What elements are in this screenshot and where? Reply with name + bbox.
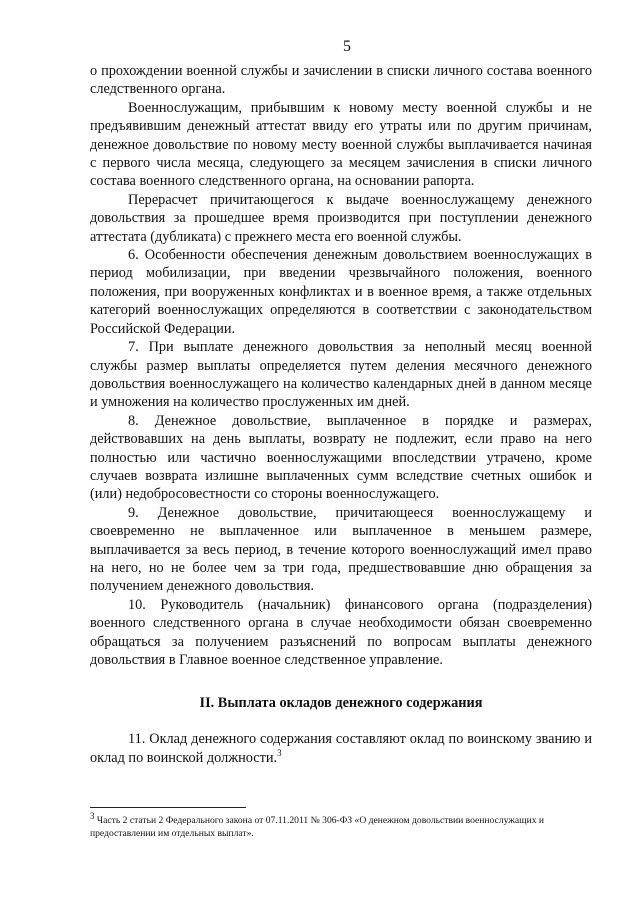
- paragraph-item-11: [90, 730, 592, 767]
- paragraph-item-11-text: 11. Оклад денежного содержания составляют оклад по воинскому званию и оклад по воинской должности.: [90, 731, 592, 766]
- footnote-reference: 3: [277, 748, 282, 759]
- paragraph-item-6: 6. Особенности обеспечения денежным довольствием военнослужащих в период мобилизации, при введении чрезвычайного положения, военного положения, при вооруженных конфликтах и в военное время, а также отдельных категорий военнослужащих определяются в соответствии с законодательством Российской Федерации.: [90, 247, 592, 337]
- page-number: 5: [343, 38, 351, 55]
- footnote-marker: 3: [90, 810, 95, 821]
- paragraph-continuation: о прохождении военной службы и зачислении в списки личного состава военного следственного органа.: [90, 63, 592, 98]
- paragraph-recalculation: Перерасчет причитающегося к выдаче военнослужащему денежного довольствия за прошедшее время производится при поступлении денежного аттестата (дубликата) с прежнего места его военной службы.: [90, 191, 592, 245]
- paragraph-item-7: 7. При выплате денежного довольствия за неполный месяц военной службы размер выплаты определяется путем деления месячного денежного довольствия военнослужащего на количество календарных дней в данном месяце и умножения на количество прослуженных им дней.: [90, 339, 592, 411]
- section-heading: II. Выплата окладов денежного содержания: [199, 695, 483, 712]
- footnote-area: [90, 807, 592, 840]
- paragraph-item-10: 10. Руководитель (начальник) финансового органа (подразделения) военного следственного органа в случае необходимости обязан своевременно обращаться за получением разъяснений по вопросам выплаты денежного довольствия в Главное военное следственное управление.: [90, 596, 592, 668]
- paragraph-item-8: 8. Денежное довольствие, выплаченное в порядке и размерах, действовавших на день выплаты, возврату не подлежит, если право на него полностью или частично военнослужащими впоследствии утрачено, кроме случаев возврата излишне выплаченных сумм вследствие счетных ошибок и (или) недобросовестности со стороны военнослужащего.: [90, 412, 592, 503]
- paragraph-item-9: 9. Денежное довольствие, причитающееся военнослужащему и своевременно не выплаченное или выплаченное в меньшем размере, выплачивается за весь период, в течение которого военнослужащий имел право на него, но не более чем за три года, предшествовавшие дню обращения за получением денежного довольствия.: [90, 504, 592, 595]
- footnote-text: Часть 2 статьи 2 Федерального закона от 07.11.2011 № 306-ФЗ «О денежном довольствии военнослужащих и предоставлении им отдельных выплат».: [90, 815, 545, 839]
- footnote: [90, 810, 592, 840]
- paragraph-no-attestat: Военнослужащим, прибывшим к новому месту военной службы и не предъявившим денежный аттестат ввиду его утраты или по другим причинам, денежное довольствие по новому месту военной службы выплачивается начиная с первого числа месяца, следующего за месяцем зачисления в списки личного состава военного следственного органа, на основании рапорта.: [90, 99, 592, 190]
- footnote-divider: [90, 807, 246, 808]
